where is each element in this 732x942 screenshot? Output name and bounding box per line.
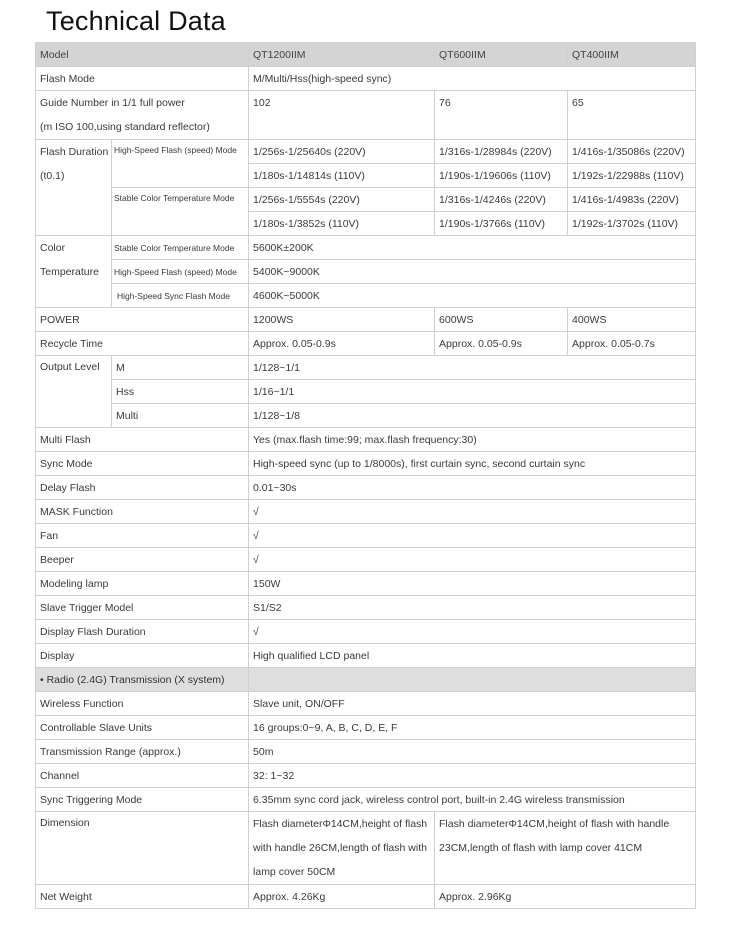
row-value: 1/416s-1/4983s (220V) xyxy=(568,188,696,212)
table-row xyxy=(36,188,696,212)
row-label: Delay Flash xyxy=(36,476,249,500)
table-row xyxy=(36,524,696,548)
table-row xyxy=(36,380,696,404)
row-label: Display xyxy=(36,644,249,668)
label-line: (m ISO 100,using standard reflector) xyxy=(40,121,210,133)
row-value: 1/256s-1/25640s (220V) xyxy=(249,140,435,164)
row-value: 16 groups:0~9, A, B, C, D, E, F xyxy=(249,716,696,740)
row-value: Flash diameterΦ14CM,height of flash with handle 23CM,length of flash with lamp cover 41CM xyxy=(435,812,696,885)
row-value: High-speed sync (up to 1/8000s), first curtain sync, second curtain sync xyxy=(249,452,696,476)
table-row xyxy=(36,67,696,91)
row-value: 1/190s-1/19606s (110V) xyxy=(435,164,568,188)
label-line: Flash Duration xyxy=(40,146,109,158)
row-value: 4600K~5000K xyxy=(249,284,696,308)
row-value: 1/180s-1/3852s (110V) xyxy=(249,212,435,236)
sub-label: Stable Color Temperature Mode xyxy=(112,188,249,236)
row-label: Modeling lamp xyxy=(36,572,249,596)
sub-label: High-Speed Flash (speed) Mode xyxy=(112,140,249,188)
check-icon: √ xyxy=(249,548,696,572)
page-title: Technical Data xyxy=(46,6,226,36)
row-value: Approx. 0.05-0.9s xyxy=(435,332,568,356)
row-value: 1/16~1/1 xyxy=(249,380,696,404)
check-icon: √ xyxy=(249,620,696,644)
check-icon: √ xyxy=(249,524,696,548)
sub-label: Stable Color Temperature Mode xyxy=(112,236,249,260)
row-value: Yes (max.flash time:99; max.flash frequency:30) xyxy=(249,428,696,452)
table-row xyxy=(36,356,696,380)
row-value: S1/S2 xyxy=(249,596,696,620)
row-value: Approx. 2.96Kg xyxy=(435,885,696,909)
row-label: Controllable Slave Units xyxy=(36,716,249,740)
row-label: Wireless Function xyxy=(36,692,249,716)
row-value: 1/128~1/1 xyxy=(249,356,696,380)
row-value: High qualified LCD panel xyxy=(249,644,696,668)
table-row xyxy=(36,788,696,812)
row-value: 1/190s-1/3766s (110V) xyxy=(435,212,568,236)
table-row xyxy=(36,404,696,428)
technical-data-table xyxy=(35,42,696,909)
table-row xyxy=(36,91,696,140)
header-model-label: Model xyxy=(36,43,249,67)
sub-label: M xyxy=(112,356,249,380)
row-value: 600WS xyxy=(435,308,568,332)
row-value: 150W xyxy=(249,572,696,596)
row-value: 0.01~30s xyxy=(249,476,696,500)
row-label: Recycle Time xyxy=(36,332,249,356)
table-row xyxy=(36,428,696,452)
row-value: 1200WS xyxy=(249,308,435,332)
label-line: Color xyxy=(40,242,66,254)
row-label: Display Flash Duration xyxy=(36,620,249,644)
table-row xyxy=(36,596,696,620)
sub-label: High-Speed Flash (speed) Mode xyxy=(112,260,249,284)
check-icon: √ xyxy=(249,500,696,524)
row-value: 1/180s-1/14814s (110V) xyxy=(249,164,435,188)
row-value: 102 xyxy=(249,91,435,140)
row-value: 1/192s-1/3702s (110V) xyxy=(568,212,696,236)
label-line: (t0.1) xyxy=(40,170,65,182)
row-value: 1/192s-1/22988s (110V) xyxy=(568,164,696,188)
row-label: Multi Flash xyxy=(36,428,249,452)
row-value: 50m xyxy=(249,740,696,764)
table-row xyxy=(36,644,696,668)
row-label: Flash Mode xyxy=(36,67,249,91)
row-label: Beeper xyxy=(36,548,249,572)
table-row xyxy=(36,885,696,909)
row-label: Slave Trigger Model xyxy=(36,596,249,620)
row-value: Approx. 4.26Kg xyxy=(249,885,435,909)
table-row xyxy=(36,140,696,164)
row-label xyxy=(36,140,112,236)
row-label: Dimension xyxy=(36,812,249,885)
header-model-qt600iim: QT600IIM xyxy=(435,43,568,67)
table-row xyxy=(36,308,696,332)
row-label: Channel xyxy=(36,764,249,788)
row-label: Net Weight xyxy=(36,885,249,909)
row-value: 5400K~9000K xyxy=(249,260,696,284)
table-row xyxy=(36,236,696,260)
table-row xyxy=(36,260,696,284)
section-header-row xyxy=(36,668,696,692)
header-row xyxy=(36,43,696,67)
row-label xyxy=(36,236,112,308)
table-row xyxy=(36,476,696,500)
table-row xyxy=(36,692,696,716)
row-label: Transmission Range (approx.) xyxy=(36,740,249,764)
section-title: • Radio (2.4G) Transmission (X system) xyxy=(36,668,249,692)
table-row xyxy=(36,284,696,308)
table-row xyxy=(36,812,696,885)
row-value: 6.35mm sync cord jack, wireless control port, built-in 2.4G wireless transmission xyxy=(249,788,696,812)
sub-label: Hss xyxy=(112,380,249,404)
sub-label: Multi xyxy=(112,404,249,428)
row-value: 32: 1~32 xyxy=(249,764,696,788)
row-label: Sync Mode xyxy=(36,452,249,476)
row-value: 1/256s-1/5554s (220V) xyxy=(249,188,435,212)
row-label: Output Level xyxy=(36,356,112,428)
row-value: 1/416s-1/35086s (220V) xyxy=(568,140,696,164)
label-line: Guide Number in 1/1 full power xyxy=(40,97,185,109)
row-value: 65 xyxy=(568,91,696,140)
row-value: M/Multi/Hss(high-speed sync) xyxy=(249,67,696,91)
header-model-qt1200iim: QT1200IIM xyxy=(249,43,435,67)
row-value: Flash diameterΦ14CM,height of flash with handle 26CM,length of flash with lamp cover 50CM xyxy=(249,812,435,885)
row-value: 5600K±200K xyxy=(249,236,696,260)
row-label xyxy=(36,91,249,140)
table-row xyxy=(36,740,696,764)
table-row xyxy=(36,716,696,740)
table-row xyxy=(36,548,696,572)
row-value: 76 xyxy=(435,91,568,140)
row-value: 1/316s-1/28984s (220V) xyxy=(435,140,568,164)
table-row xyxy=(36,764,696,788)
label-line: Temperature xyxy=(40,266,99,278)
section-spacer xyxy=(249,668,696,692)
row-label: Sync Triggering Mode xyxy=(36,788,249,812)
row-label: MASK Function xyxy=(36,500,249,524)
row-value: Approx. 0.05-0.9s xyxy=(249,332,435,356)
table-row xyxy=(36,332,696,356)
row-value: 1/128~1/8 xyxy=(249,404,696,428)
table-row xyxy=(36,452,696,476)
table-row xyxy=(36,620,696,644)
table-row xyxy=(36,572,696,596)
sub-label: High-Speed Sync Flash Mode xyxy=(112,284,249,308)
row-value: Approx. 0.05-0.7s xyxy=(568,332,696,356)
row-label: POWER xyxy=(36,308,249,332)
row-value: 400WS xyxy=(568,308,696,332)
row-value: 1/316s-1/4246s (220V) xyxy=(435,188,568,212)
row-label: Fan xyxy=(36,524,249,548)
row-value: Slave unit, ON/OFF xyxy=(249,692,696,716)
header-model-qt400iim: QT400IIM xyxy=(568,43,696,67)
table-row xyxy=(36,500,696,524)
